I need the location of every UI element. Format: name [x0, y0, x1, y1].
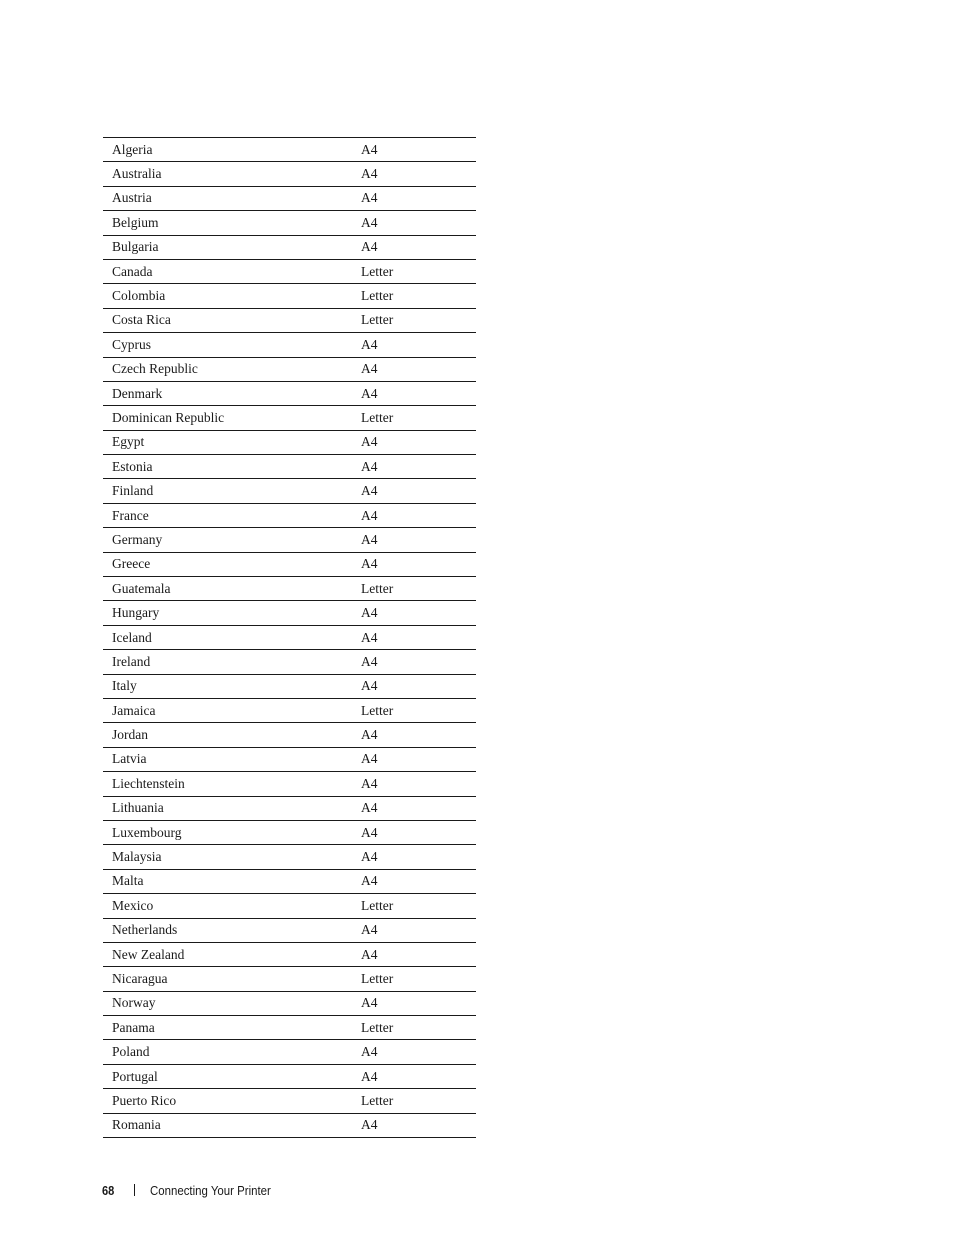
country-cell: Canada — [103, 259, 352, 283]
paper-size-cell: A4 — [352, 528, 476, 552]
country-cell: Denmark — [103, 381, 352, 405]
paper-size-cell: A4 — [352, 674, 476, 698]
paper-size-cell: A4 — [352, 918, 476, 942]
table-row — [103, 259, 476, 283]
paper-size-cell: Letter — [352, 1016, 476, 1040]
table-row — [103, 1113, 476, 1137]
country-cell: Nicaragua — [103, 967, 352, 991]
paper-size-cell: Letter — [352, 1089, 476, 1113]
paper-size-cell: Letter — [352, 259, 476, 283]
footer-separator — [134, 1184, 135, 1196]
paper-size-cell: A4 — [352, 796, 476, 820]
paper-size-cell: A4 — [352, 723, 476, 747]
paper-size-cell: A4 — [352, 455, 476, 479]
table-row — [103, 528, 476, 552]
country-cell: Lithuania — [103, 796, 352, 820]
country-cell: Portugal — [103, 1064, 352, 1088]
paper-size-cell: A4 — [352, 869, 476, 893]
country-cell: Belgium — [103, 211, 352, 235]
table-row — [103, 894, 476, 918]
country-cell: Finland — [103, 479, 352, 503]
table-row — [103, 991, 476, 1015]
paper-size-cell: A4 — [352, 333, 476, 357]
table-row — [103, 820, 476, 844]
paper-size-cell: A4 — [352, 747, 476, 771]
country-cell: Guatemala — [103, 577, 352, 601]
table-row — [103, 357, 476, 381]
country-cell: Egypt — [103, 430, 352, 454]
country-cell: Mexico — [103, 894, 352, 918]
table-row — [103, 747, 476, 771]
page-number: 68 — [102, 1182, 115, 1198]
paper-size-cell: Letter — [352, 894, 476, 918]
paper-size-cell: A4 — [352, 942, 476, 966]
table-body — [103, 138, 476, 1138]
country-cell: Colombia — [103, 284, 352, 308]
table-row — [103, 308, 476, 332]
paper-size-cell: A4 — [352, 601, 476, 625]
table-row — [103, 455, 476, 479]
table-row — [103, 869, 476, 893]
paper-size-cell: A4 — [352, 552, 476, 576]
table-row — [103, 577, 476, 601]
country-paper-size-table — [103, 137, 476, 1138]
country-cell: France — [103, 503, 352, 527]
paper-size-cell: A4 — [352, 845, 476, 869]
table-row — [103, 845, 476, 869]
country-cell: Algeria — [103, 138, 352, 162]
table-row — [103, 503, 476, 527]
paper-size-cell: A4 — [352, 138, 476, 162]
table-row — [103, 552, 476, 576]
table-row — [103, 625, 476, 649]
table-row — [103, 138, 476, 162]
country-cell: Czech Republic — [103, 357, 352, 381]
table-row — [103, 479, 476, 503]
country-cell: Australia — [103, 162, 352, 186]
section-title: Connecting Your Printer — [150, 1182, 271, 1198]
table-row — [103, 772, 476, 796]
table-row — [103, 430, 476, 454]
paper-size-cell: Letter — [352, 406, 476, 430]
table-row — [103, 1016, 476, 1040]
paper-size-cell: A4 — [352, 479, 476, 503]
country-cell: Hungary — [103, 601, 352, 625]
paper-size-cell: A4 — [352, 650, 476, 674]
country-cell: Puerto Rico — [103, 1089, 352, 1113]
paper-size-cell: A4 — [352, 1113, 476, 1137]
country-cell: Estonia — [103, 455, 352, 479]
paper-size-cell: A4 — [352, 1040, 476, 1064]
table-row — [103, 1089, 476, 1113]
table-row — [103, 650, 476, 674]
table-row — [103, 333, 476, 357]
paper-size-cell: A4 — [352, 991, 476, 1015]
table-row — [103, 967, 476, 991]
table-row — [103, 796, 476, 820]
paper-size-cell: A4 — [352, 357, 476, 381]
country-cell: Italy — [103, 674, 352, 698]
table-row — [103, 723, 476, 747]
country-cell: Liechtenstein — [103, 772, 352, 796]
table-row — [103, 918, 476, 942]
table-row — [103, 186, 476, 210]
country-cell: Malaysia — [103, 845, 352, 869]
country-cell: Panama — [103, 1016, 352, 1040]
paper-size-cell: A4 — [352, 1064, 476, 1088]
paper-size-cell: A4 — [352, 235, 476, 259]
paper-size-cell: Letter — [352, 308, 476, 332]
paper-size-cell: A4 — [352, 430, 476, 454]
country-cell: Poland — [103, 1040, 352, 1064]
country-cell: Greece — [103, 552, 352, 576]
page-footer — [102, 1180, 287, 1200]
table-row — [103, 1040, 476, 1064]
table-row — [103, 162, 476, 186]
country-cell: Netherlands — [103, 918, 352, 942]
country-cell: Romania — [103, 1113, 352, 1137]
table-row — [103, 235, 476, 259]
paper-size-cell: A4 — [352, 211, 476, 235]
country-cell: Germany — [103, 528, 352, 552]
country-cell: Norway — [103, 991, 352, 1015]
table-row — [103, 942, 476, 966]
country-cell: Bulgaria — [103, 235, 352, 259]
paper-size-cell: A4 — [352, 625, 476, 649]
table-row — [103, 601, 476, 625]
paper-size-cell: A4 — [352, 162, 476, 186]
paper-size-cell: Letter — [352, 698, 476, 722]
paper-size-cell: A4 — [352, 186, 476, 210]
table-row — [103, 381, 476, 405]
table-row — [103, 406, 476, 430]
country-cell: Austria — [103, 186, 352, 210]
country-cell: Costa Rica — [103, 308, 352, 332]
paper-size-cell: Letter — [352, 967, 476, 991]
paper-size-cell: Letter — [352, 577, 476, 601]
table-row — [103, 698, 476, 722]
table-row — [103, 211, 476, 235]
table-row — [103, 1064, 476, 1088]
country-cell: Ireland — [103, 650, 352, 674]
country-cell: Malta — [103, 869, 352, 893]
country-cell: New Zealand — [103, 942, 352, 966]
country-cell: Iceland — [103, 625, 352, 649]
paper-size-cell: A4 — [352, 381, 476, 405]
country-cell: Latvia — [103, 747, 352, 771]
table-row — [103, 674, 476, 698]
paper-size-cell: Letter — [352, 284, 476, 308]
country-cell: Cyprus — [103, 333, 352, 357]
country-cell: Dominican Republic — [103, 406, 352, 430]
paper-size-cell: A4 — [352, 503, 476, 527]
paper-size-cell: A4 — [352, 772, 476, 796]
country-cell: Jordan — [103, 723, 352, 747]
country-cell: Jamaica — [103, 698, 352, 722]
table-row — [103, 284, 476, 308]
country-cell: Luxembourg — [103, 820, 352, 844]
paper-size-cell: A4 — [352, 820, 476, 844]
